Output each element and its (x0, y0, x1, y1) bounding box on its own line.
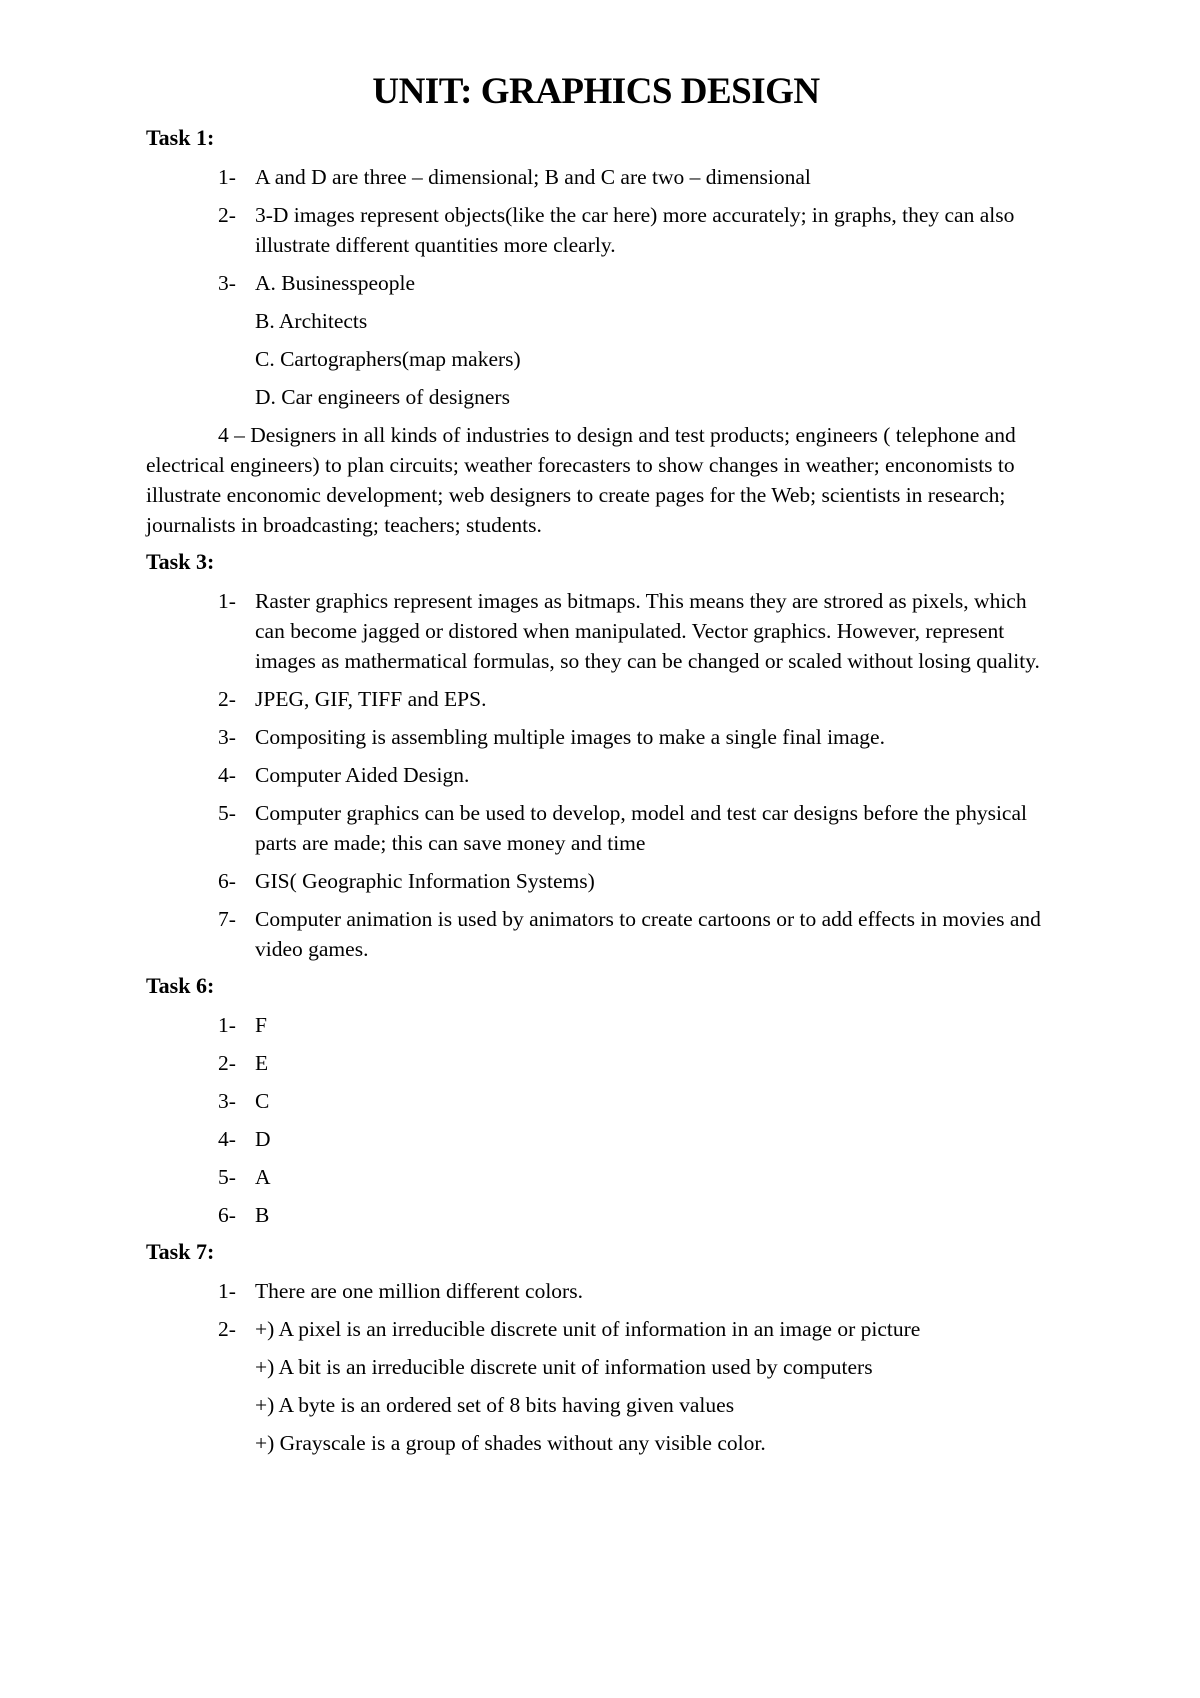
item-text (255, 1314, 1045, 1458)
sub-item: +) A bit is an irreducible discrete unit of information used by computers (255, 1355, 873, 1379)
item-text: E (255, 1051, 269, 1075)
list-item (146, 268, 1066, 412)
item-text: D (255, 1127, 271, 1151)
item-number: 1- (218, 1013, 236, 1037)
task-1-list (146, 162, 1066, 412)
item-number: 2- (218, 1051, 236, 1075)
task-1-section (146, 124, 1066, 540)
list-item (146, 1048, 1066, 1078)
sub-item: +) A pixel is an irreducible discrete unit of information in an image or picture (255, 1317, 921, 1341)
sub-item: D. Car engineers of designers (255, 385, 510, 409)
list-item (146, 798, 1066, 858)
item-text: B (255, 1203, 270, 1227)
item-text: 3-D images represent objects(like the car here) more accurately; in graphs, they can also illustrate different quantities more clearly. (255, 203, 1015, 257)
item-number: 4- (218, 1127, 236, 1151)
item-number: 3- (218, 271, 236, 295)
item-text: A (255, 1165, 271, 1189)
list-item (146, 904, 1066, 964)
sub-item: C. Cartographers(map makers) (255, 347, 521, 371)
task-heading: Task 1: (146, 125, 215, 150)
list-item (146, 1162, 1066, 1192)
item-text: C (255, 1089, 270, 1113)
list-item (146, 1200, 1066, 1230)
item-text: A and D are three – dimensional; B and C are two – dimensional (255, 165, 811, 189)
page-title: UNIT: GRAPHICS DESIGN (372, 71, 820, 112)
item-number: 4- (218, 763, 236, 787)
item-text: GIS( Geographic Information Systems) (255, 869, 595, 893)
item-text: Compositing is assembling multiple images to make a single final image. (255, 725, 885, 749)
document-page (146, 70, 1066, 1466)
list-item (146, 1314, 1066, 1458)
item-number: 2- (218, 687, 236, 711)
item-text: Computer animation is used by animators to create cartoons or to add effects in movies and video games. (255, 907, 1041, 961)
item-text: Computer graphics can be used to develop, model and test car designs before the physical parts are made; this can save money and time (255, 801, 1027, 855)
item-number: 3- (218, 1089, 236, 1113)
item-number: 1- (218, 165, 236, 189)
item-text: Raster graphics represent images as bitmaps. This means they are strored as pixels, which can become jagged or distored when manipulated. Vector graphics. However, represent images as mathermatical formulas, so they can be changed or scaled without losing quality. (255, 589, 1040, 673)
list-item (146, 866, 1066, 896)
list-item (146, 1086, 1066, 1116)
task-heading: Task 3: (146, 549, 215, 574)
list-item (146, 684, 1066, 714)
item-number: 2- (218, 203, 236, 227)
item-number: 6- (218, 1203, 236, 1227)
item-text: F (255, 1013, 267, 1037)
list-item (146, 1276, 1066, 1306)
list-item (146, 1124, 1066, 1154)
task-3-list (146, 586, 1066, 964)
sub-item: A. Businesspeople (255, 271, 416, 295)
item-number: 1- (218, 1279, 236, 1303)
task-heading: Task 7: (146, 1239, 215, 1264)
sub-item: B. Architects (255, 309, 368, 333)
list-item (146, 760, 1066, 790)
task-3-section (146, 548, 1066, 964)
item-text: There are one million different colors. (255, 1279, 583, 1303)
item-number: 5- (218, 801, 236, 825)
item-number: 3- (218, 725, 236, 749)
item-number: 6- (218, 869, 236, 893)
item-number: 7- (218, 907, 236, 931)
task-6-list (146, 1010, 1066, 1230)
list-item (146, 200, 1066, 260)
item-number: 1- (218, 589, 236, 613)
task-1-paragraph: 4 – Designers in all kinds of industries to design and test products; engineers ( telephone and electrical engineers) to plan circuits; weather forecasters to show changes in weather; enconomists to illustrate enconomic development; web designers to create pages for the Web; scientists in research; journalists in broadcasting; teachers; students. (146, 423, 1016, 537)
list-item (146, 162, 1066, 192)
item-number: 2- (218, 1317, 236, 1341)
sub-item: +) A byte is an ordered set of 8 bits having given values (255, 1393, 735, 1417)
list-item (146, 722, 1066, 752)
list-item (146, 1010, 1066, 1040)
task-7-list (146, 1276, 1066, 1458)
list-item (146, 586, 1066, 676)
task-6-section (146, 972, 1066, 1230)
item-text: Computer Aided Design. (255, 763, 470, 787)
task-7-section (146, 1238, 1066, 1458)
sub-item: +) Grayscale is a group of shades without any visible color. (255, 1431, 766, 1455)
item-number: 5- (218, 1165, 236, 1189)
item-text (255, 268, 1045, 412)
task-heading: Task 6: (146, 973, 215, 998)
item-text: JPEG, GIF, TIFF and EPS. (255, 687, 487, 711)
